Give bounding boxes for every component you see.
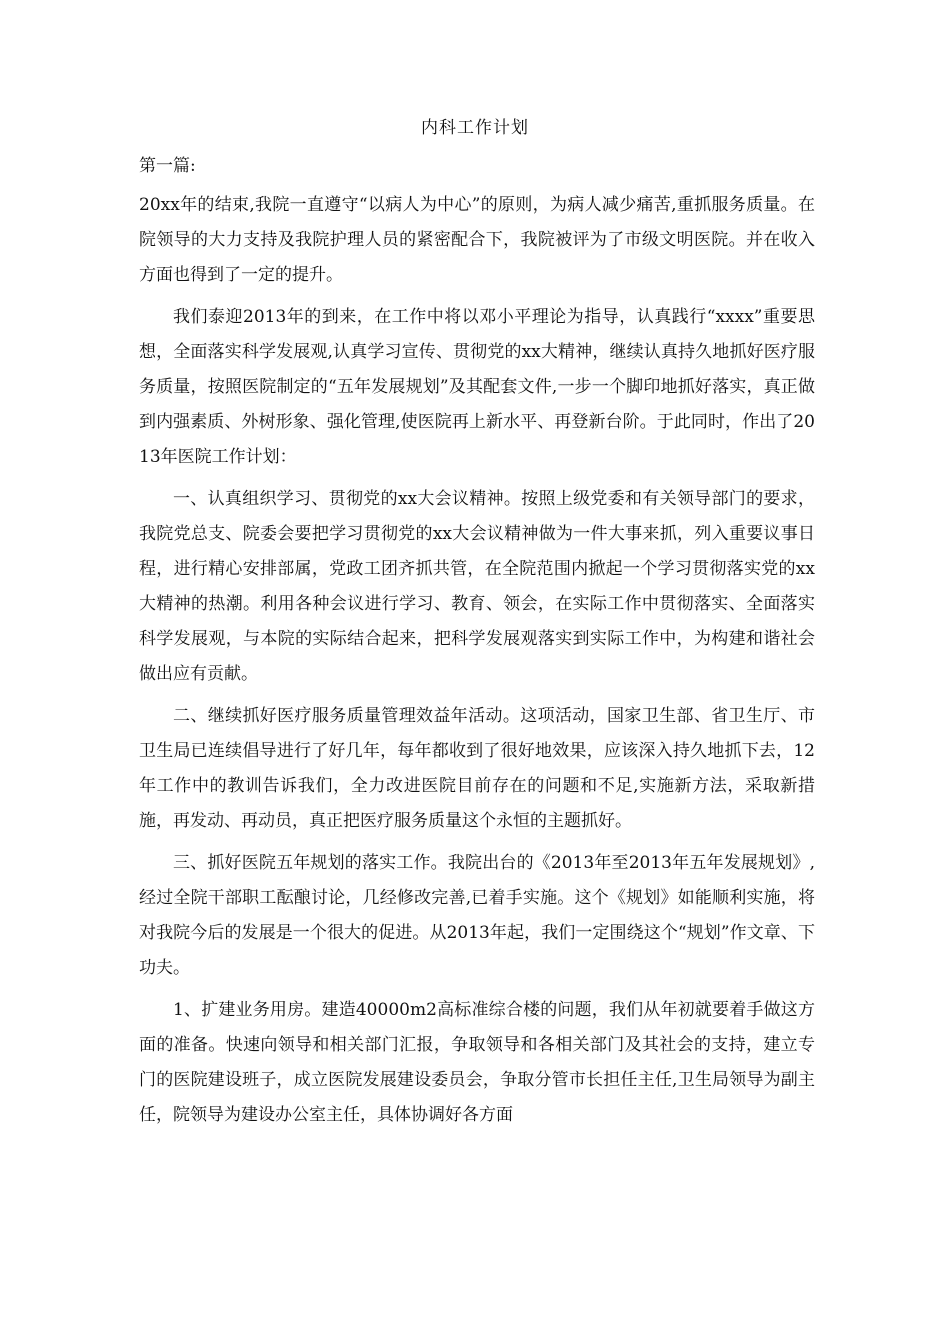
paragraph-item-three: 三、抓好医院五年规划的落实工作。我院出台的《2013年至2013年五年发展规划》,经过全院干部职工酝酿讨论，几经修改完善,已着手实施。这个《规划》如能顺利实施，将对我院今后的发展是一个很大的促进。从2013年起，我们一定围绕这个“规划”作文章、下功夫。	[139, 853, 815, 979]
paragraph-item-two: 二、继续抓好医疗服务质量管理效益年活动。这项活动，国家卫生部、省卫生厅、市卫生局已连续倡导进行了好几年，每年都收到了很好地效果，应该深入持久地抓下去，12年工作中的教训告诉我们，全力改进医院目前存在的问题和不足,实施新方法，采取新措施，再发动、再动员，真正把医疗服务质量这个永恒的主题抓好。	[139, 706, 815, 831]
section-label: 第一篇:	[139, 156, 196, 176]
paragraph-2013-outlook: 我们泰迎2013年的到来，在工作中将以邓小平理论为指导，认真践行“xxxx”重要思想，全面落实科学发展观,认真学习宣传、贯彻党的xx大精神，继续认真持久地抓好医疗服务质量，按照医院制定的“五年发展规划”及其配套文件,一步一个脚印地抓好落实，真正做到内强素质、外树形象、强化管理,使医院再上新水平、再登新台阶。于此同时，作出了2013年医院工作计划：	[139, 307, 815, 467]
document-body	[139, 188, 815, 1141]
paragraph-subitem-one: 1、扩建业务用房。建造40000m2高标准综合楼的问题，我们从年初就要着手做这方面的准备。快速向领导和相关部门汇报，争取领导和各相关部门及其社会的支持，建立专门的医院建设班子，成立医院发展建设委员会，争取分管市长担任主任,卫生局领导为副主任，院领导为建设办公室主任，具体协调好各方面	[139, 1000, 815, 1126]
document-title: 内科工作计划	[421, 118, 529, 138]
paragraph-intro: 20xx年的结束,我院一直遵守“以病人为中心”的原则，为病人减少痛苦,重抓服务质量。在院领导的大力支持及我院护理人员的紧密配合下，我院被评为了市级文明医院。并在收入方面也得到了一定的提升。	[139, 195, 815, 285]
paragraph-item-one: 一、认真组织学习、贯彻党的xx大会议精神。按照上级党委和有关领导部门的要求，我院党总支、院委会要把学习贯彻党的xx大会议精神做为一件大事来抓，列入重要议事日程，进行精心安排部属，党政工团齐抓共管，在全院范围内掀起一个学习贯彻落实党的xx大精神的热潮。利用各种会议进行学习、教育、领会，在实际工作中贯彻落实、全面落实科学发展观，与本院的实际结合起来，把科学发展观落实到实际工作中，为构建和谐社会做出应有贡献。	[139, 489, 815, 684]
